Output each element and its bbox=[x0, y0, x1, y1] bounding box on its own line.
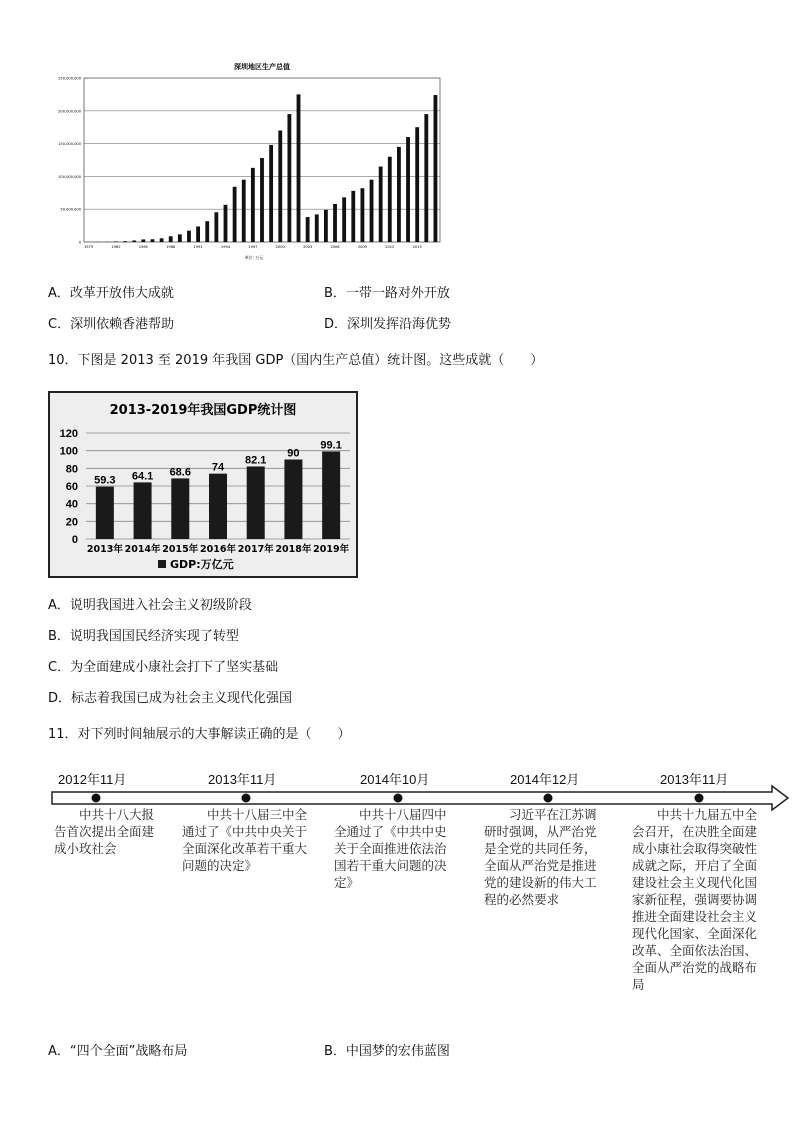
bar bbox=[360, 188, 364, 242]
x-tick-label: 1982 bbox=[111, 245, 121, 249]
q9-option-d[interactable]: D．深圳发挥沿海优势 bbox=[324, 317, 452, 332]
bar bbox=[251, 168, 255, 242]
timeline bbox=[48, 768, 790, 1018]
bar bbox=[132, 240, 136, 242]
bar bbox=[187, 231, 191, 242]
timeline-event-text: 中共十八届三中全通过了《中共中央关于全面深化改革若干重大问题的决定》 bbox=[182, 807, 308, 873]
y-tick-label: 150,000,000 bbox=[58, 142, 81, 147]
x-tick-label: 2003 bbox=[303, 245, 313, 249]
x-tick-label: 2006 bbox=[330, 245, 340, 249]
bar bbox=[242, 180, 246, 242]
bar bbox=[178, 234, 182, 242]
x-tick-label: 2000 bbox=[275, 245, 285, 249]
bar bbox=[434, 95, 438, 242]
data-label: 99.1 bbox=[320, 439, 342, 452]
x-tick-label: 2016年 bbox=[200, 544, 236, 555]
y-tick-label: 0 bbox=[78, 240, 81, 245]
x-tick-label: 2012 bbox=[385, 245, 395, 249]
bar bbox=[315, 214, 319, 242]
timeline-dot bbox=[92, 794, 101, 803]
bar bbox=[284, 460, 302, 540]
q9-option-c[interactable]: C．深圳依赖香港帮助 bbox=[48, 317, 175, 332]
bar bbox=[297, 94, 301, 242]
y-tick-label: 100,000,000 bbox=[58, 174, 81, 179]
y-tick-label: 40 bbox=[65, 498, 78, 511]
y-tick-label: 0 bbox=[71, 534, 78, 546]
timeline-dot bbox=[242, 794, 251, 803]
y-tick-label: 60 bbox=[65, 481, 78, 493]
bar bbox=[114, 241, 118, 242]
y-tick-label: 80 bbox=[65, 463, 78, 476]
bar bbox=[388, 157, 392, 242]
x-tick-label: 2014年 bbox=[124, 544, 161, 555]
bar bbox=[370, 180, 374, 242]
bar bbox=[233, 187, 237, 242]
data-label: 59.3 bbox=[94, 474, 116, 487]
y-tick-label: 120 bbox=[59, 428, 78, 440]
bar bbox=[196, 226, 200, 242]
bar bbox=[342, 197, 346, 242]
x-tick-label: 2015 bbox=[412, 245, 422, 249]
data-label: 74 bbox=[211, 461, 225, 474]
bar bbox=[141, 239, 145, 242]
x-axis-label: 单位: 万元 bbox=[244, 255, 264, 260]
bar bbox=[397, 147, 401, 242]
legend-label: GDP:万亿元 bbox=[170, 558, 234, 571]
bar bbox=[209, 474, 227, 539]
chart-title: 2013-2019年我国GDP统计图 bbox=[109, 403, 297, 418]
china-gdp-chart bbox=[50, 393, 356, 576]
x-tick-label: 1997 bbox=[248, 245, 258, 249]
y-tick-label: 100 bbox=[59, 445, 78, 458]
q11-option-b[interactable]: B．中国梦的宏伟蓝图 bbox=[324, 1044, 450, 1059]
q10-option-d[interactable]: D．标志着我国已成为社会主义现代化强国 bbox=[48, 691, 293, 706]
q10-option-c[interactable]: C．为全面建成小康社会打下了坚实基础 bbox=[48, 660, 279, 675]
bar bbox=[306, 217, 310, 242]
china-gdp-chart-frame bbox=[48, 391, 358, 578]
q9-option-a[interactable]: A．改革开放伟大成就 bbox=[48, 286, 174, 301]
x-tick-label: 2013年 bbox=[86, 544, 123, 555]
bar bbox=[322, 451, 340, 539]
bar bbox=[160, 238, 164, 242]
bar bbox=[333, 204, 337, 242]
timeline-date: 2012年11月 bbox=[58, 772, 127, 787]
q10-option-a[interactable]: A．说明我国进入社会主义初级阶段 bbox=[48, 598, 252, 613]
timeline-dot bbox=[394, 794, 403, 803]
bar bbox=[224, 205, 228, 242]
x-tick-label: 1988 bbox=[166, 245, 176, 249]
timeline-date: 2014年10月 bbox=[360, 772, 430, 787]
timeline-event-text: 习近平在江苏调研时强调，从严治党是全党的共同任务，全面从严治党是推进党的建设新的伟大工程的必然要求 bbox=[484, 807, 597, 907]
bar bbox=[269, 145, 273, 242]
y-tick-label: 250,000,000 bbox=[58, 76, 81, 81]
bar bbox=[424, 114, 428, 242]
bar bbox=[278, 130, 282, 242]
x-tick-label: 1991 bbox=[193, 245, 203, 249]
data-label: 82.1 bbox=[245, 454, 267, 467]
timeline-dot bbox=[544, 794, 553, 803]
timeline-event-text: 中共十八届四中全通过了《中共中史关于全面推进依法治国若干重大问题的决定》 bbox=[334, 807, 447, 890]
x-tick-label: 2009 bbox=[357, 245, 367, 249]
bar bbox=[287, 114, 291, 242]
x-tick-label: 2015年 bbox=[162, 544, 199, 555]
x-tick-label: 2019年 bbox=[313, 544, 350, 555]
bar bbox=[96, 487, 114, 539]
timeline-event-text: 中共十八大报告首次提出全面建成小玫社会 bbox=[54, 807, 155, 856]
x-tick-label: 2017年 bbox=[237, 544, 274, 555]
q9-option-b[interactable]: B．一带一路对外开放 bbox=[324, 286, 450, 301]
x-tick-label: 1979 bbox=[83, 245, 94, 249]
legend-swatch bbox=[158, 560, 166, 568]
data-label: 68.6 bbox=[169, 466, 191, 479]
bar bbox=[247, 466, 265, 539]
bar bbox=[171, 478, 189, 539]
bar bbox=[123, 241, 127, 242]
q11-stem: 11．对下列时间轴展示的大事解读正确的是（ ） bbox=[48, 727, 351, 742]
bar bbox=[324, 210, 328, 242]
timeline-date: 2014年12月 bbox=[510, 772, 580, 787]
x-tick-label: 1994 bbox=[220, 245, 231, 249]
bar bbox=[415, 127, 419, 242]
timeline-date: 2013年11月 bbox=[208, 772, 277, 787]
bar bbox=[169, 236, 173, 242]
x-tick-label: 2018年 bbox=[275, 544, 312, 555]
q10-option-b[interactable]: B．说明我国国民经济实现了转型 bbox=[48, 629, 239, 644]
bar bbox=[379, 167, 383, 242]
data-label: 90 bbox=[287, 447, 300, 460]
q11-option-a[interactable]: A．“四个全面”战略布局 bbox=[48, 1044, 188, 1059]
shenzhen-gdp-chart bbox=[50, 58, 450, 268]
timeline-dot bbox=[695, 794, 704, 803]
y-tick-label: 20 bbox=[65, 516, 78, 529]
y-tick-label: 50,000,000 bbox=[60, 207, 81, 212]
bar bbox=[214, 212, 218, 242]
bar bbox=[151, 239, 155, 242]
q10-stem: 10．下图是 2013 至 2019 年我国 GDP（国内生产总值）统计图。这些成就（ ） bbox=[48, 353, 544, 368]
chart-title: 深圳地区生产总值 bbox=[234, 63, 290, 71]
timeline-event-text: 中共十九届五中全会召开，在决胜全面建成小康社会取得突破性成就之际，开启了全面建设社会主义现代化国家新征程，强调要协调推进全面建设社会主义现代化国家、全面深化改革、全面依法治国、全面从严治党的战略布局 bbox=[632, 807, 758, 992]
bar bbox=[205, 221, 209, 242]
bar bbox=[260, 158, 264, 242]
bar bbox=[406, 137, 410, 242]
x-tick-label: 1985 bbox=[138, 245, 148, 249]
data-label: 64.1 bbox=[131, 470, 154, 483]
bar bbox=[351, 191, 355, 242]
timeline-date: 2013年11月 bbox=[660, 772, 729, 787]
bar bbox=[134, 482, 152, 539]
y-tick-label: 200,000,000 bbox=[58, 109, 81, 114]
